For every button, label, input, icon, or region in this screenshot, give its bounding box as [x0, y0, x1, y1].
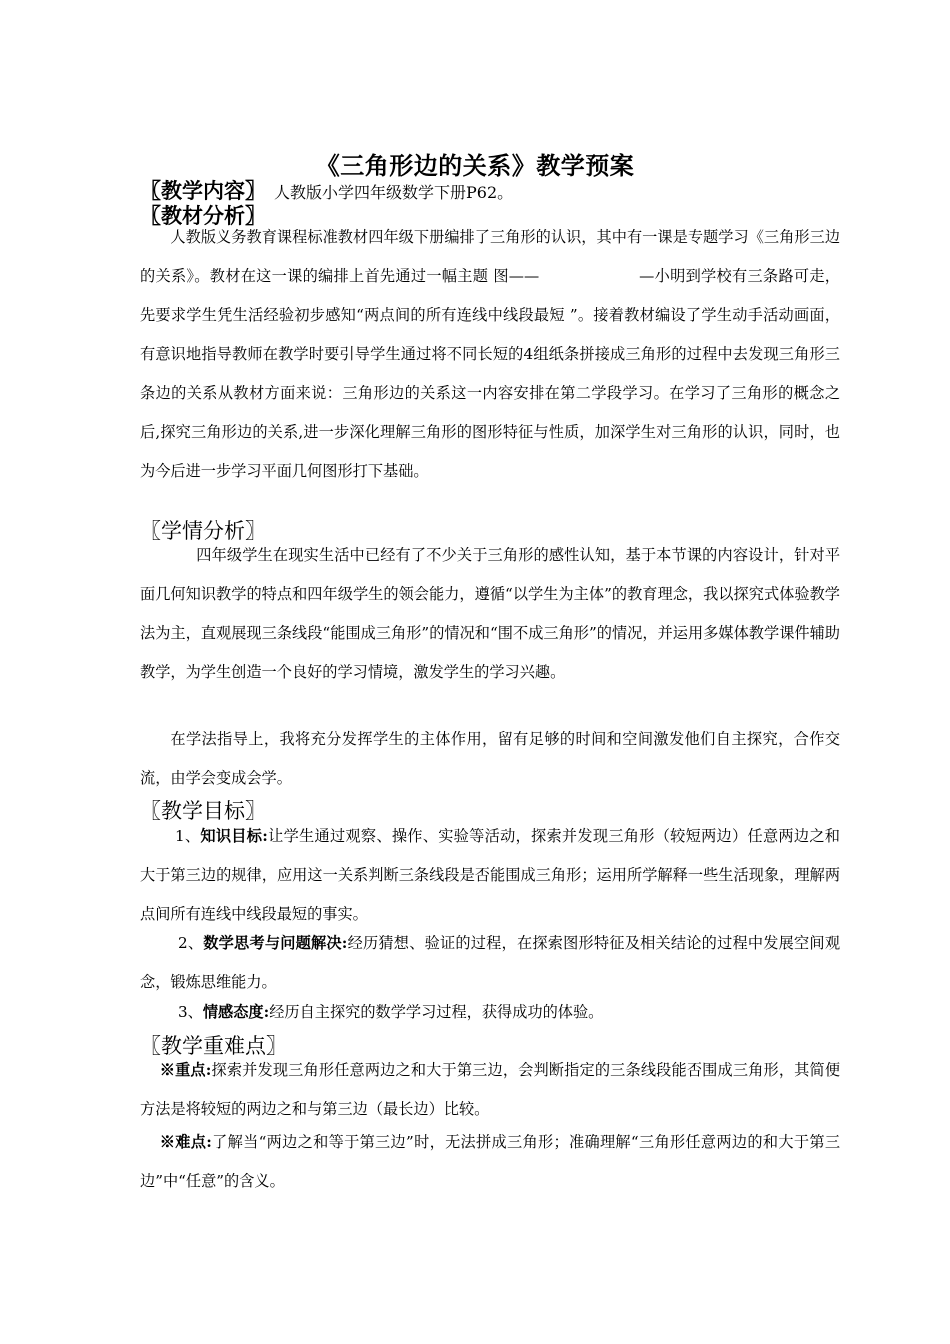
content-heading-label: 〖教学内容〗 [140, 179, 266, 203]
goal-text: 经历自主探究的数学学习过程，获得成功的体验。 [269, 1003, 604, 1021]
document-title: 《三角形边的关系》教学预案 [315, 152, 635, 180]
material-analysis-heading: 〖教材分析〗 [140, 204, 266, 228]
goal-label: 数学思考与问题解决: [203, 934, 348, 952]
goal-num: 2、 [178, 934, 204, 952]
difficult-point [140, 1123, 840, 1201]
content-text: 人教版小学四年级数学下册P62。 [274, 183, 514, 202]
material-analysis-paragraph [140, 218, 840, 491]
student-analysis-paragraph-1: 四年级学生在现实生活中已经有了不少关于三角形的感性认知，基于本节课的内容设计，针对平面几何知识教学的特点和四年级学生的领会能力，遵循“以学生为主体”的教育理念，我以探究式体验教学法为主，直观展现三条线段“能围成三角形”的情况和“围不成三角形”的情况，并运用多媒体教学课件辅助教学，为学生创造一个良好的学习情境，激发学生的学习兴趣。 [140, 546, 840, 681]
key-point [140, 1051, 840, 1129]
key-point-text: 探索并发现三角形任意两边之和大于第三边，会判断指定的三条线段能否围成三角形，其简便方法是将较短的两边之和与第三边（最长边）比较。 [140, 1061, 841, 1118]
material-analysis-text-b: —小明到学校有三条路可走，先要求学生凭生活经验初步感知“两点间的所有连线中线段最短 ”。接着教材编设了学生动手活动画面，有意识地指导教师在教学时要引导学生通过将不同长短的4组纸条拼接成三角形的过程中去发现三角形三条边的关系从教材方面来说：三角形边的关系这一内容安排在第二学段学习。在学习了三角形的概念之后,探究三角形边的关系,进一步深化理解三角形的图形特征与性质，加深学生对三角形的认识，同时，也为今后进一步学习平面几何图形打下基础。 [140, 267, 840, 480]
goal-label: 情感态度: [202, 1003, 270, 1021]
key-points-heading: 〖教学重难点〗 [140, 1034, 287, 1058]
difficult-point-text: 了解当“两边之和等于第三边”时，无法拼成三角形；准确理解“三角形任意两边的和大于第三边”中“任意”的含义。 [140, 1133, 841, 1190]
goal-num: 3、 [178, 1003, 203, 1021]
student-analysis-paragraph-2: 在学法指导上，我将充分发挥学生的主体作用，留有足够的时间和空间激发他们自主探究，合作交流，由学会变成会学。 [140, 730, 840, 787]
goals-heading: 〖教学目标〗 [140, 799, 266, 823]
goal-num: 1、 [174, 827, 201, 845]
content-heading [140, 178, 513, 206]
goal-item-2 [140, 924, 840, 1002]
goal-item-1 [140, 817, 840, 934]
goal-label: 知识目标: [200, 827, 268, 845]
goal-text: 经历猜想、验证的过程，在探索图形特征及相关结论的过程中发展空间观念，锻炼思维能力。 [140, 934, 841, 991]
key-point-label: ※重点: [159, 1061, 212, 1079]
material-analysis-text-a: 人教版义务教育课程标准教材四年级下册编排了三角形的认识，其中有一课是专题学习《三角形三边的关系》。教材在这一课的编排上首先通过一幅主题 图—— [140, 228, 840, 285]
difficult-point-label: ※难点: [159, 1133, 212, 1151]
student-analysis-heading: 〖学情分析〗 [140, 519, 266, 543]
goal-item-3 [140, 993, 840, 1032]
goal-text: 让学生通过观察、操作、实验等活动，探索并发现三角形（较短两边）任意两边之和大于第三边的规律，应用这一关系判断三条线段是否能围成三角形；运用所学解释一些生活现象，理解两点间所有连线中线段最短的事实。 [140, 827, 840, 923]
